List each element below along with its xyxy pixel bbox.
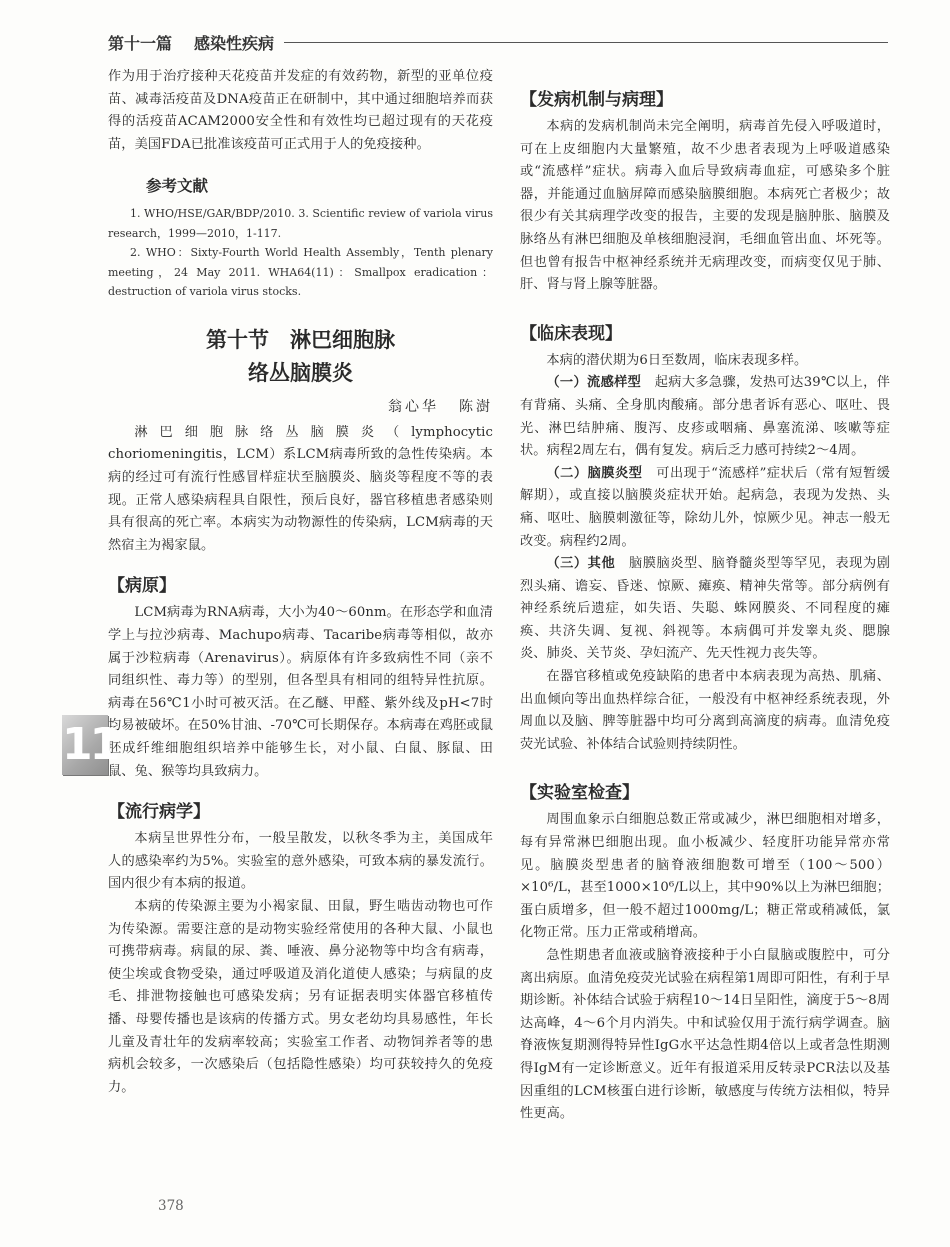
type-text: 起病大多急骤，发热可达39℃以上，伴有背痛、头痛、全身肌肉酸痛。部分患者诉有恶心、呕吐、畏光、淋巴结肿痛、腹泻、皮疹或咽痛、鼻塞流涕、咳嗽等症状。病程2周左右，偶有复发。病后乏力感可持续2～4周。 [520,375,890,459]
clinical-type-3 [520,553,890,666]
transplant-paragraph: 在器官移植或免疫缺陷的患者中本病表现为高热、肌痛、出血倾向等出血热样综合征，一般没有中枢神经系统表现，外周血以及脑、脾等脏器中均可分离到高滴度的病毒。血清免疫荧光试验、补体结合试验则持续阴性。 [520,669,890,752]
section-title [108,324,493,390]
epidemiology-paragraph: 本病的传染源主要为小褐家鼠、田鼠，野生啮齿动物也可作为传染源。需要注意的是动物实验经常使用的各种大鼠、小鼠也可携带病毒。病鼠的尿、粪、唾液、鼻分泌物等中均含有病毒，使尘埃或食物受染，通过呼吸道及消化道使人感染；与病鼠的皮毛、排泄物接触也可感染发病；另有证据表明实体器官移植传播、母婴传播也是该病的传播方式。男女老幼均具易感性，年长儿童及青壮年的发病率较高；实验室工作者、动物饲养者等的患病机会较多，一次感染后（包括隐性感染）均可获较持久的免疫力。 [108,898,493,1095]
pathogenesis-paragraph: 本病的发病机制尚未完全阐明，病毒首先侵入呼吸道时，可在上皮细胞内大量繁殖，故不少患者表现为上呼吸道感染或“流感样”症状。病毒入血后导致病毒血症，可感染多个脏器，并能通过血脑屏障而感染脑膜细胞。本病死亡者极少；故很少有关其病理学改变的报告，主要的发现是脑肿胀、脑膜及脉络丛有淋巴细胞及单核细胞浸润，毛细血管出血、坏死等。但也曾有报告中枢神经系统并无病理改变，而病变仅见于肺、肝、肾与肾上腺等脏器。 [520,119,890,293]
part-label: 第十一篇 [108,33,173,53]
lab-heading: 【实验室检查】 [520,783,639,804]
lab-paragraph: 周围血象示白细胞总数正常或减少，淋巴细胞相对增多，每有异常淋巴细胞出现。血小板减少、轻度肝功能异常亦常见。脑膜炎型患者的脑脊液细胞数可增至（100～500）×10⁶/L，甚至1000×10⁶/L以上，其中90%以上为淋巴细胞；蛋白质增多，但一般不超过1000mg/L；糖正常或稍减低，氯化物正常。压力正常或稍增高。 [520,812,891,941]
left-column [108,66,493,1099]
epidemiology-heading: 【流行病学】 [108,802,210,823]
pathogenesis-heading: 【发病机制与病理】 [520,90,673,110]
type-label: （三）其他 [546,556,616,572]
right-column [520,85,890,1126]
clinical-intro: 本病的潜伏期为6日至数周，临床表现多样。 [546,352,808,368]
abstract-paragraph: 淋巴细胞脉络丛脑膜炎（lymphocytic choriomeningitis，LCM）系LCM病毒所致的急性传染病。本病的经过可有流行性感冒样症状至脑膜炎、脑炎等程度不等的表现。正常人感染病程具自限性，预后良好，器官移植患者感染则具有很高的死亡率。本病实为动物源性的传染病，LCM病毒的天然宿主为褐家鼠。 [108,424,493,553]
reference-item: 2. WHO：Sixty-Fourth World Health Assembly，Tenth plenary meeting，24 May 2011. WHA64(11)：Smallpox eradication：destruction of variola virus stocks. [108,246,493,299]
author-name: 陈澍 [459,398,493,415]
intro-paragraph: 作为用于治疗接种天花疫苗并发症的有效药物，新型的亚单位疫苗、减毒活疫苗及DNA疫苗正在研制中，其中通过细胞培养而获得的活疫苗ACAM2000安全性和有效性均已超过现有的天花疫苗，美国FDA已批准该疫苗可正式用于人的免疫接种。 [108,69,493,152]
lab-paragraph: 急性期患者血液或脑脊液接种于小白鼠脑或腹腔中，可分离出病原。血清免疫荧光试验在病程第1周即可阳性，有利于早期诊断。补体结合试验于病程10～14日呈阳性，滴度于5～8周达高峰，4～6个月内消失。中和试验仅用于流行病学调查。脑脊液恢复期测得特异性IgG水平达急性期4倍以上或者急性期测得IgM有一定诊断意义。近年有报道采用反转录PCR法以及基因重组的LCM核蛋白进行诊断，敏感度与传统方法相似，特异性更高。 [520,948,890,1122]
etiology-paragraph: LCM病毒为RNA病毒，大小为40～60nm。在形态学和血清学上与拉沙病毒、Machupo病毒、Tacaribe病毒等相似，故亦属于沙粒病毒（Arenavirus）。病原体有许多致病性不同（亲不同组织性、毒力等）的型别，但各型具有相同的组特异性抗原。病毒在56℃1小时可被灭活。在乙醚、甲醛、紫外线及pH<7时均易被破坏。在50%甘油、-70℃可长期保存。本病毒在鸡胚或鼠胚成纤维细胞组织培养中能够生长，对小鼠、白鼠、豚鼠、田鼠、兔、猴等均具致病力。 [108,605,493,779]
clinical-heading: 【临床表现】 [520,323,622,344]
clinical-type-1 [520,372,890,462]
section-title-line1: 第十节 淋巴细胞脉 [206,327,395,352]
etiology-heading: 【病原】 [108,576,176,597]
author-name: 翁心华 [388,398,439,415]
type-label: （二）脑膜炎型 [546,465,643,481]
epidemiology-paragraph: 本病呈世界性分布，一般呈散发，以秋冬季为主，美国成年人的感染率约为5%。实验室的意外感染，可致本病的暴发流行。国内很少有本病的报道。 [108,831,493,892]
type-text: 可出现于“流感样”症状后（常有短暂缓解期），或直接以脑膜炎症状开始。起病急，表现为发热、头痛、呕吐、脑膜刺激征等，除幼儿外，惊厥少见。神志一般无改变。病程约2周。 [520,465,890,549]
clinical-type-2 [520,463,890,553]
reference-item: 1. WHO/HSE/GAR/BDP/2010. 3. Scientific review of variola virus research，1999—2010，1-117. [108,207,493,240]
chapter-badge: 11 [62,715,108,775]
running-header [108,30,888,54]
header-rule [284,42,888,43]
type-text: 脑膜脑炎型、脑脊髓炎型等罕见，表现为剧烈头痛、谵妄、昏迷、惊厥、瘫痪、精神失常等。部分病例有神经系统后遗症，如失语、失聪、蛛网膜炎、不同程度的瘫痪、共济失调、复视、斜视等。本病偶可并发睾丸炎、腮腺炎、肺炎、关节炎、孕妇流产、先天性视力丧失等。 [520,556,890,662]
section-title-line2: 络丛脑膜炎 [248,360,353,385]
references-heading: 参考文献 [146,177,209,196]
part-title: 感染性疾病 [194,33,275,53]
page-number: 378 [158,1198,184,1214]
authors [108,396,493,416]
type-label: （一）流感样型 [546,375,642,391]
